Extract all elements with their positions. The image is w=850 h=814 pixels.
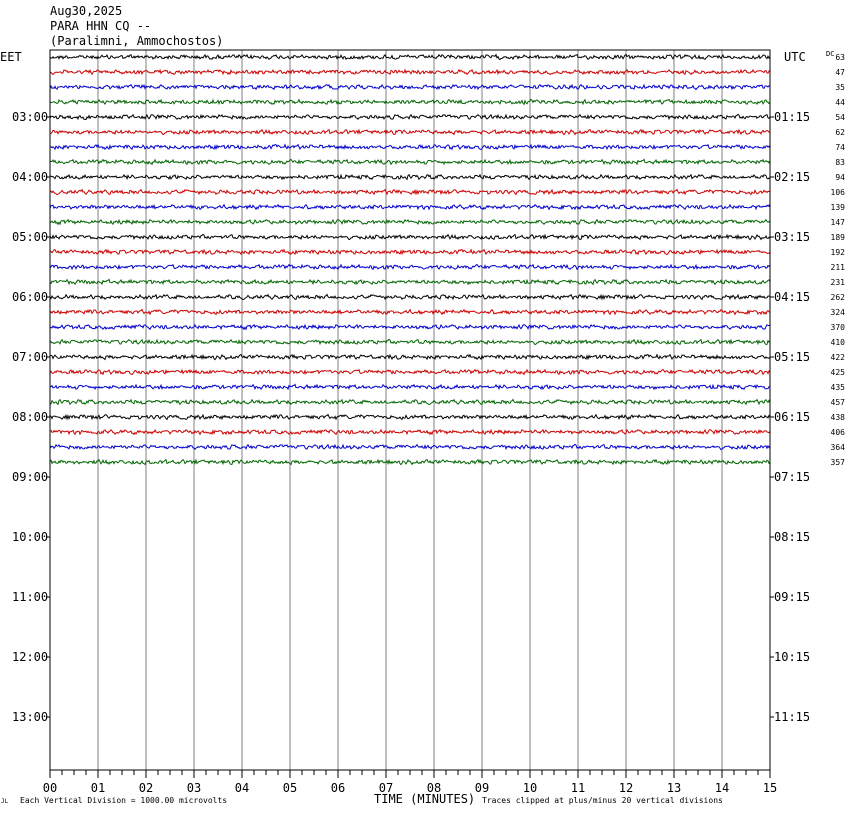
left-hour-label: 10:00 [12, 530, 49, 544]
left-timezone-label: EET [0, 50, 22, 64]
x-tick-label: 12 [618, 781, 634, 795]
dc-offset-label: 370 [830, 323, 845, 332]
left-hour-label: 07:00 [12, 350, 49, 364]
x-tick-label: 00 [42, 781, 58, 795]
x-tick-label: 08 [426, 781, 442, 795]
trace-line [50, 399, 770, 404]
dc-offset-label: 231 [830, 278, 845, 287]
trace-line [50, 205, 770, 210]
trace-line [50, 384, 770, 389]
trace-line [50, 339, 770, 344]
x-tick-label: 15 [762, 781, 778, 795]
right-hour-label: 11:15 [774, 710, 811, 724]
dc-offset-label: 435 [830, 383, 845, 392]
right-hour-label: 05:15 [774, 350, 811, 364]
header-date: Aug30,2025 [50, 4, 123, 18]
dc-offset-label: 35 [835, 83, 845, 92]
dc-offset-label: 47 [835, 68, 845, 77]
trace-line [50, 145, 770, 150]
scale-note: Each Vertical Division = 1000.00 microvolts [20, 796, 228, 805]
left-hour-label: 03:00 [12, 110, 49, 124]
trace-line [50, 189, 770, 194]
dc-offset-label: 106 [830, 188, 845, 197]
trace-line [50, 99, 770, 104]
header-location: (Paralimni, Ammochostos) [50, 34, 224, 48]
dc-label: DC [826, 50, 835, 58]
dc-offset-label: 425 [830, 368, 845, 377]
x-tick-label: 09 [474, 781, 490, 795]
dc-offset-label: 410 [830, 338, 845, 347]
right-hour-label: 06:15 [774, 410, 811, 424]
trace-line [50, 460, 770, 465]
trace-line [50, 175, 770, 180]
left-hour-label: 06:00 [12, 290, 49, 304]
left-hour-label: 04:00 [12, 170, 49, 184]
left-hour-label: 12:00 [12, 650, 49, 664]
left-hour-label: 11:00 [12, 590, 49, 604]
right-hour-label: 08:15 [774, 530, 811, 544]
x-tick-label: 06 [330, 781, 346, 795]
x-tick-label: 05 [282, 781, 298, 795]
dc-offset-label: 62 [835, 128, 845, 137]
dc-offset-label: 44 [835, 98, 845, 107]
x-tick-label: 11 [570, 781, 586, 795]
trace-line [50, 325, 770, 330]
right-hour-label: 04:15 [774, 290, 811, 304]
right-hour-label: 02:15 [774, 170, 811, 184]
trace-line [50, 355, 770, 360]
right-timezone-label: UTC [784, 50, 806, 64]
trace-line [50, 250, 770, 255]
seismic-traces [50, 55, 770, 465]
right-hour-label: 01:15 [774, 110, 811, 124]
left-hour-label: 09:00 [12, 470, 49, 484]
dc-offset-label: 74 [835, 143, 845, 152]
trace-line [50, 310, 770, 315]
x-tick-label: 14 [714, 781, 730, 795]
dc-offset-label: 457 [830, 398, 845, 407]
x-tick-label: 04 [234, 781, 250, 795]
left-hour-label: 08:00 [12, 410, 49, 424]
left-hour-label: 13:00 [12, 710, 49, 724]
trace-line [50, 55, 770, 60]
dc-offset-label: 139 [830, 203, 845, 212]
trace-line [50, 159, 770, 164]
trace-line [50, 279, 770, 284]
trace-line [50, 264, 770, 269]
x-tick-label: 07 [378, 781, 394, 795]
trace-line [50, 114, 770, 119]
dc-offset-label: 83 [835, 158, 845, 167]
dc-offset-label: 189 [830, 233, 845, 242]
trace-line [50, 70, 770, 75]
dc-offset-label: 211 [830, 263, 845, 272]
dc-offset-label: 63 [835, 53, 845, 62]
x-axis-title: TIME (MINUTES) [374, 792, 476, 806]
right-hour-label: 10:15 [774, 650, 811, 664]
right-hour-label: 07:15 [774, 470, 811, 484]
trace-line [50, 234, 770, 239]
trace-line [50, 220, 770, 225]
left-hour-label: 05:00 [12, 230, 49, 244]
x-tick-label: 10 [522, 781, 538, 795]
trace-line [50, 130, 770, 135]
trace-line [50, 294, 770, 299]
dc-offset-label: 94 [835, 173, 845, 182]
trace-line [50, 430, 770, 435]
trace-line [50, 85, 770, 90]
dc-offset-label: 357 [830, 458, 845, 467]
plot-frame [50, 50, 770, 770]
x-tick-label: 01 [90, 781, 106, 795]
trace-line [50, 415, 770, 420]
right-hour-label: 03:15 [774, 230, 811, 244]
clip-note: Traces clipped at plus/minus 20 vertical divisions [482, 796, 723, 805]
x-tick-label: 03 [186, 781, 202, 795]
trace-line [50, 444, 770, 449]
x-tick-label: 02 [138, 781, 154, 795]
corner-mark: JL [1, 798, 9, 805]
dc-offset-label: 192 [830, 248, 845, 257]
dc-offset-label: 262 [830, 293, 845, 302]
x-tick-label: 13 [666, 781, 682, 795]
dc-offset-label: 324 [830, 308, 845, 317]
grid-lines [98, 50, 722, 770]
dc-offset-label: 438 [830, 413, 845, 422]
right-hour-label: 09:15 [774, 590, 811, 604]
dc-offset-label: 364 [830, 443, 845, 452]
dc-offset-label: 406 [830, 428, 845, 437]
header-station: PARA HHN CQ -- [50, 19, 152, 33]
dc-offset-label: 422 [830, 353, 845, 362]
trace-line [50, 369, 770, 374]
dc-offset-label: 54 [835, 113, 845, 122]
dc-offset-label: 147 [830, 218, 845, 227]
